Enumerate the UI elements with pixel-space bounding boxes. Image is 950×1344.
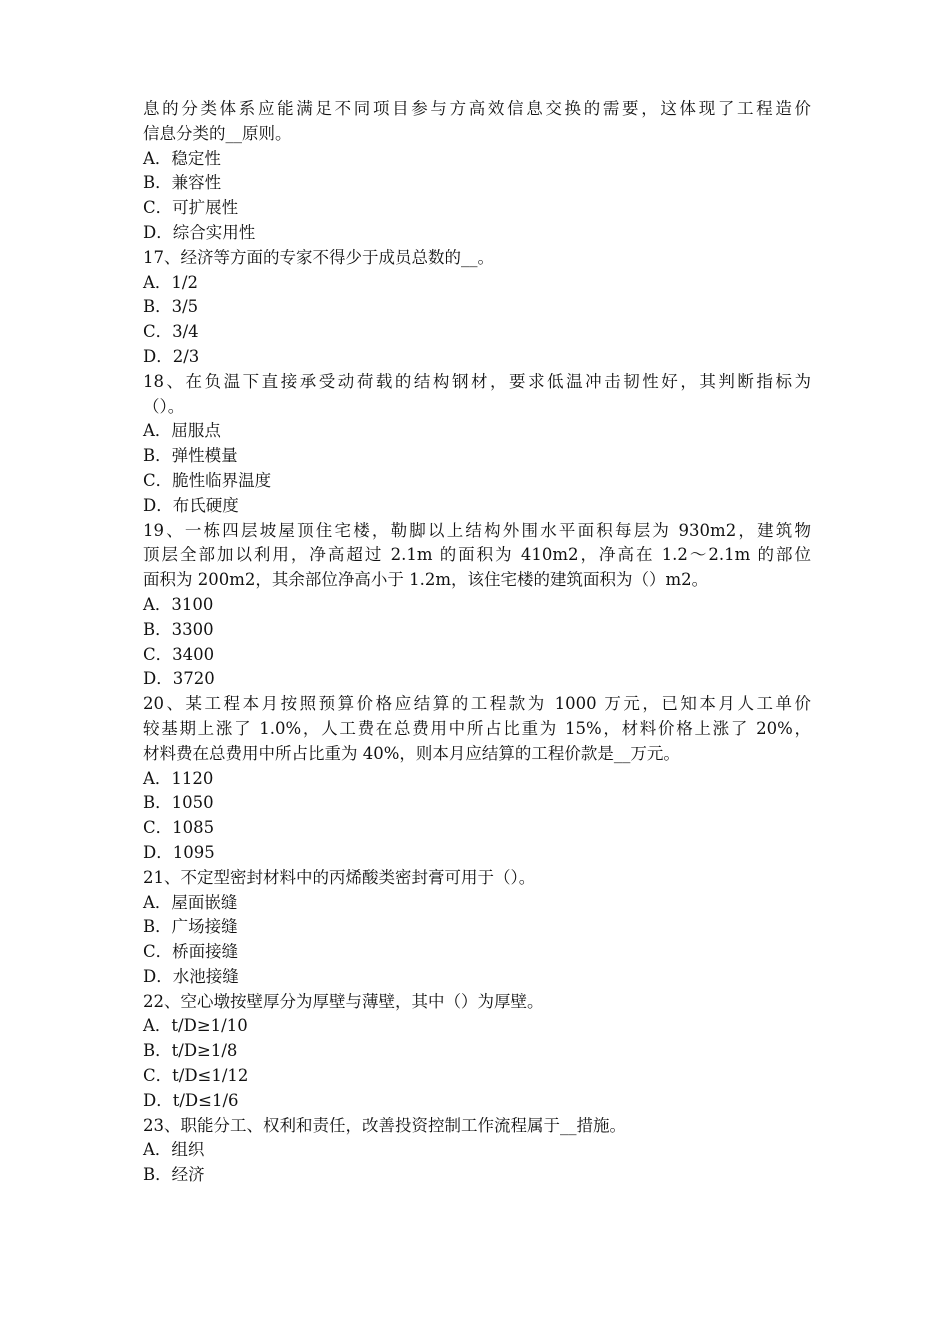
- question-19-text-line-3: 面积为 200m2，其余部位净高小于 1.2m，该住宅楼的建筑面积为（）m2。: [143, 570, 709, 590]
- option-line: D．综合实用性: [143, 222, 256, 242]
- option-line: C．桥面接缝: [143, 942, 239, 962]
- option-line: B．兼容性: [143, 173, 222, 193]
- question-20-text-line-1: 20、某工程本月按照预算价格应结算的工程款为 1000 万元，已知本月人工单价: [143, 694, 811, 714]
- option-line: C．3/4: [143, 322, 199, 342]
- option-line: A．1120: [143, 768, 214, 788]
- option-line: B．弹性模量: [143, 446, 238, 466]
- question-18-text-line-1: 18、在负温下直接承受动荷载的结构钢材，要求低温冲击韧性好，其判断指标为: [143, 371, 811, 391]
- question-21-text: 21、不定型密封材料中的丙烯酸类密封膏可用于（）。: [143, 867, 536, 887]
- option-line: A．组织: [143, 1140, 205, 1160]
- option-line: B．3/5: [143, 297, 199, 317]
- option-line: C．1085: [143, 818, 215, 838]
- question-19-text-line-2: 顶层全部加以利用，净高超过 2.1m 的面积为 410m2，净高在 1.2～2.1m 的部位: [143, 545, 812, 565]
- question-16-text-line-2: 信息分类的__原则。: [143, 123, 292, 143]
- option-line: B．t/D≥1/8: [143, 1041, 238, 1061]
- question-16-text-line-1: 息的分类体系应能满足不同项目参与方高效信息交换的需要，这体现了工程造价: [143, 99, 811, 118]
- option-line: C．脆性临界温度: [143, 470, 272, 490]
- option-line: D．2/3: [143, 346, 200, 366]
- option-line: B．广场接缝: [143, 917, 238, 937]
- option-line: A．3100: [143, 594, 214, 614]
- question-22-text: 22、空心墩按壁厚分为厚壁与薄壁，其中（）为厚壁。: [143, 991, 544, 1011]
- option-line: B．3300: [143, 619, 214, 639]
- question-20-text-line-2: 较基期上涨了 1.0%，人工费在总费用中所占比重为 15%，材料价格上涨了 20%，: [143, 718, 811, 738]
- option-line: B．1050: [143, 793, 214, 813]
- option-line: D．1095: [143, 842, 215, 862]
- option-line: D．水池接缝: [143, 966, 239, 986]
- question-19-text-line-1: 19、一栋四层坡屋顶住宅楼，勒脚以上结构外围水平面积每层为 930m2，建筑物: [143, 520, 811, 540]
- option-line: C．t/D≤1/12: [143, 1066, 249, 1086]
- question-18-text-line-2: （）。: [143, 396, 185, 416]
- option-line: A．1/2: [143, 272, 198, 292]
- option-line: A．屈服点: [143, 421, 221, 441]
- question-17-text: 17、经济等方面的专家不得少于成员总数的__。: [143, 247, 494, 267]
- option-line: A．稳定性: [143, 148, 221, 168]
- question-23-text: 23、职能分工、权利和责任，改善投资控制工作流程属于__措施。: [143, 1115, 626, 1135]
- option-line: C．3400: [143, 644, 215, 664]
- question-20-text-line-3: 材料费在总费用中所占比重为 40%，则本月应结算的工程价款是__万元。: [143, 743, 680, 763]
- option-line: B．经济: [143, 1165, 205, 1185]
- option-line: D．布氏硬度: [143, 495, 239, 515]
- option-line: A．t/D≥1/10: [143, 1016, 248, 1036]
- option-line: D．t/D≤1/6: [143, 1090, 239, 1110]
- option-line: D．3720: [143, 669, 215, 689]
- option-line: A．屋面嵌缝: [143, 892, 238, 912]
- option-line: C．可扩展性: [143, 198, 239, 218]
- exam-text-block: [143, 97, 811, 1188]
